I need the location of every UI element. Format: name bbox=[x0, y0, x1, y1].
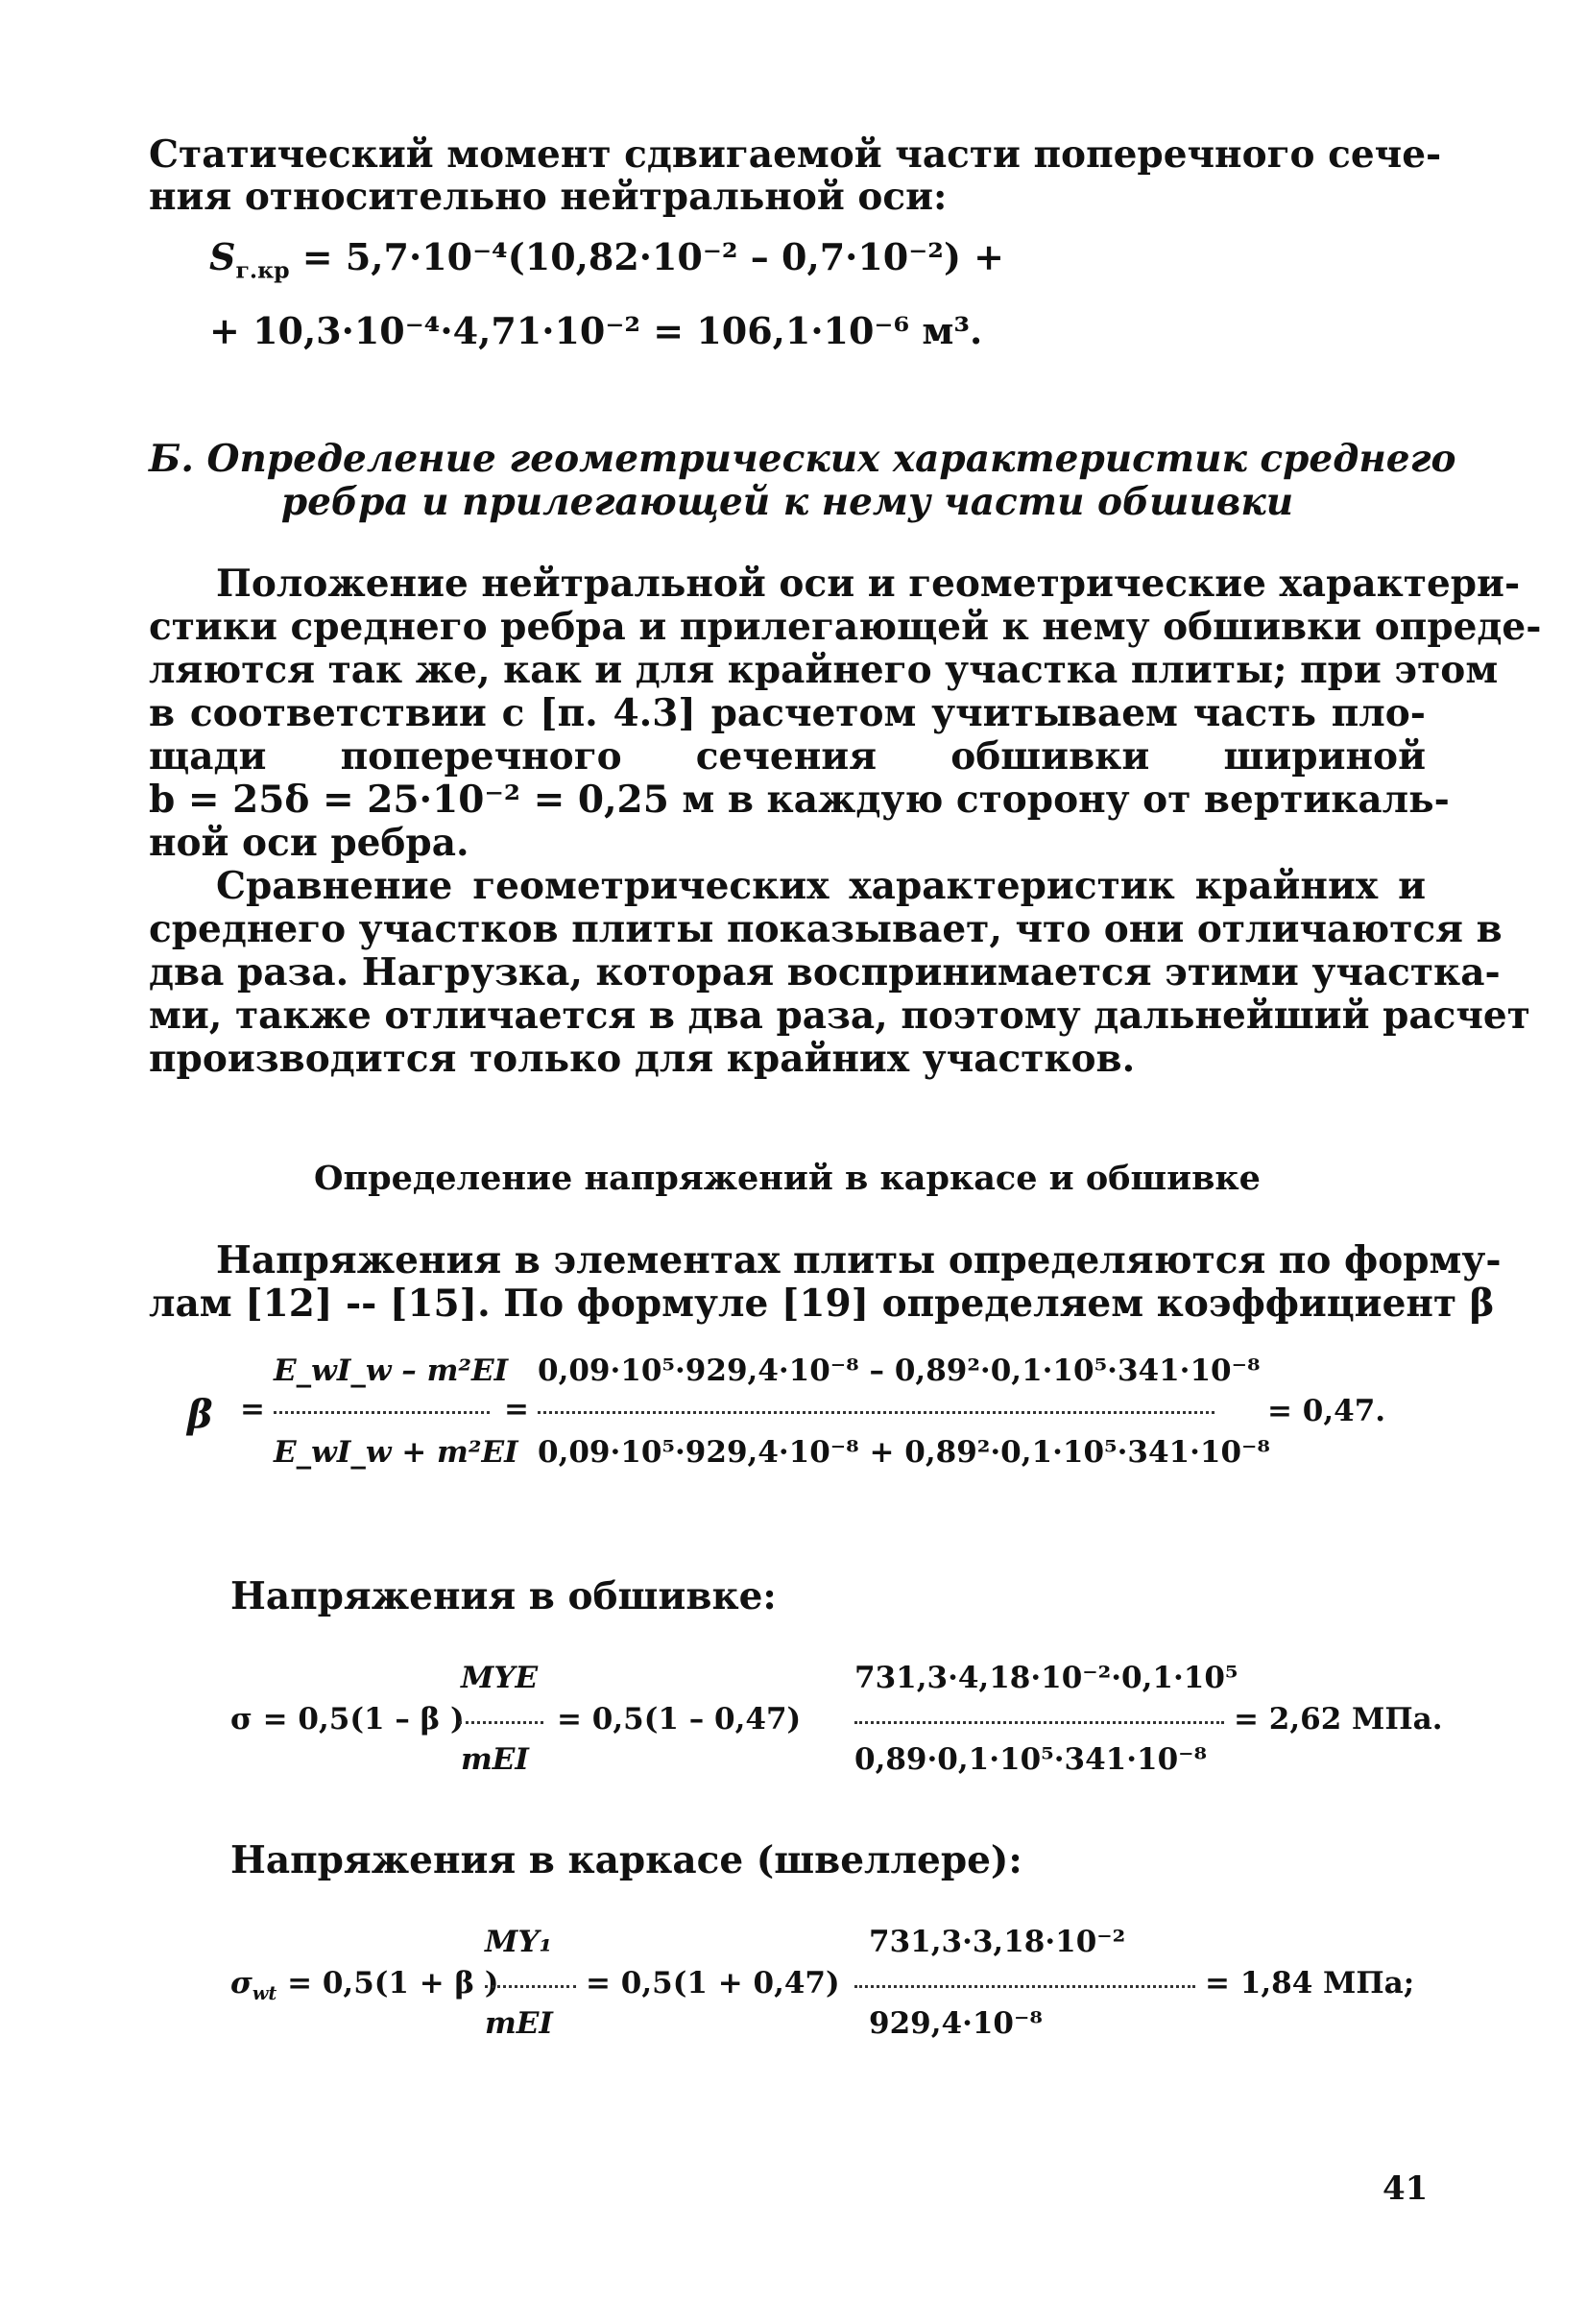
beta-fraction-1-numerator: E_wI_w – m²EI bbox=[274, 1354, 509, 1388]
paragraph-2-line-5: производится только для крайних участков. bbox=[149, 1037, 1136, 1081]
frame-result: = 1,84 МПа; bbox=[1205, 1966, 1415, 2001]
frame-fraction-2-bar bbox=[854, 1985, 1195, 1988]
frame-sigma-symbol: σ bbox=[230, 1966, 252, 2001]
sheathing-fraction-2-numerator: 731,3·4,18·10⁻²·0,1·10⁵ bbox=[854, 1661, 1238, 1695]
section-b-heading-line-1: Б. Определение геометрических характеристик среднего bbox=[149, 437, 1456, 481]
sheathing-result: = 2,62 МПа. bbox=[1234, 1702, 1443, 1737]
static-moment-expression-1: = 5,7·10⁻⁴(10,82·10⁻² – 0,7·10⁻²) + bbox=[301, 235, 1004, 278]
frame-fraction-2-numerator: 731,3·3,18·10⁻² bbox=[869, 1925, 1126, 1959]
paragraph-3-line-2: лам [12] -- [15]. По формуле [19] определяем коэффициент β bbox=[149, 1282, 1495, 1326]
paragraph-2-line-3: два раза. Нагрузка, которая воспринимается этими участка- bbox=[149, 950, 1501, 994]
static-moment-expression-2: + 10,3·10⁻⁴·4,71·10⁻² = 106,1·10⁻⁶ м³. bbox=[209, 309, 983, 352]
paragraph-1-line-7: ной оси ребра. bbox=[149, 821, 469, 865]
beta-fraction-1-denominator: E_wI_w + m²EI bbox=[274, 1435, 518, 1470]
sheathing-fraction-1-bar bbox=[459, 1721, 543, 1724]
frame-sigma-subscript: wt bbox=[252, 1982, 277, 2005]
beta-equals-1: = bbox=[240, 1392, 265, 1426]
frame-fraction-1-bar bbox=[485, 1985, 576, 1988]
frame-formula-lhs-rest: = 0,5(1 + β ) bbox=[287, 1966, 499, 2001]
paragraph-2-line-4: ми, также отличается в два раза, поэтому дальнейший расчет bbox=[149, 994, 1530, 1038]
beta-fraction-2-numerator: 0,09·10⁵·929,4·10⁻⁸ – 0,89²·0,1·10⁵·341·10⁻⁸ bbox=[538, 1354, 1261, 1388]
beta-fraction-1-bar bbox=[274, 1411, 490, 1414]
paragraph-1-line-4: в соответствии с [п. 4.3] расчетом учитываем часть пло- bbox=[149, 691, 1426, 735]
sheathing-fraction-2-denominator: 0,89·0,1·10⁵·341·10⁻⁸ bbox=[854, 1742, 1208, 1777]
frame-fraction-1-numerator: MY₁ bbox=[485, 1925, 553, 1959]
beta-symbol: β bbox=[187, 1392, 213, 1437]
sheathing-fraction-2-bar bbox=[854, 1721, 1224, 1724]
frame-formula-mid: = 0,5(1 + 0,47) bbox=[586, 1966, 840, 2001]
static-moment-row-1 bbox=[209, 235, 1004, 284]
intro-line-1: Статический момент сдвигаемой части поперечного сече- bbox=[149, 132, 1442, 177]
beta-result: = 0,47. bbox=[1267, 1394, 1386, 1428]
paragraph-2-line-2: среднего участков плиты показывает, что они отличаются в bbox=[149, 907, 1503, 951]
frame-formula-lhs bbox=[230, 1966, 499, 2005]
paragraph-3-line-1: Напряжения в элементах плиты определяются по форму- bbox=[216, 1238, 1502, 1282]
sheathing-fraction-1-numerator: MYE bbox=[461, 1661, 539, 1695]
paragraph-1-line-6: b = 25δ = 25·10⁻² = 0,25 м в каждую сторону от вертикаль- bbox=[149, 778, 1450, 822]
section-b-heading-line-2: ребра и прилегающей к нему части обшивки bbox=[280, 480, 1294, 524]
paragraph-1-line-1: Положение нейтральной оси и геометрические характери- bbox=[216, 562, 1521, 606]
paragraph-2-line-1: Сравнение геометрических характеристик крайних и bbox=[216, 864, 1426, 908]
page-number: 41 bbox=[1383, 2169, 1429, 2208]
beta-fraction-2-denominator: 0,09·10⁵·929,4·10⁻⁸ + 0,89²·0,1·10⁵·341·10⁻⁸ bbox=[538, 1435, 1270, 1470]
sheathing-formula-lhs: σ = 0,5(1 – β ) bbox=[230, 1702, 465, 1737]
intro-line-2: ния относительно нейтральной оси: bbox=[149, 175, 948, 219]
frame-fraction-1-denominator: mEI bbox=[485, 2006, 553, 2041]
sheathing-stress-heading: Напряжения в обшивке: bbox=[230, 1574, 777, 1618]
sheathing-fraction-1-denominator: mEI bbox=[461, 1742, 529, 1777]
frame-stress-heading: Напряжения в каркасе (швеллере): bbox=[230, 1838, 1022, 1882]
beta-equals-2: = bbox=[504, 1392, 529, 1426]
paragraph-1-line-2: стики среднего ребра и прилегающей к нему обшивки опреде- bbox=[149, 605, 1542, 649]
stress-section-heading: Определение напряжений в каркасе и обшивке bbox=[314, 1159, 1261, 1198]
beta-fraction-2-bar bbox=[538, 1411, 1214, 1414]
static-moment-subscript: г.кр bbox=[235, 256, 290, 284]
sheathing-formula-mid: = 0,5(1 – 0,47) bbox=[557, 1702, 802, 1737]
static-moment-symbol: S bbox=[209, 235, 236, 278]
paragraph-1-line-5: щади поперечного сечения обшивки шириной bbox=[149, 734, 1426, 779]
frame-fraction-2-denominator: 929,4·10⁻⁸ bbox=[869, 2006, 1043, 2041]
paragraph-1-line-3: ляются так же, как и для крайнего участка плиты; при этом bbox=[149, 648, 1499, 692]
